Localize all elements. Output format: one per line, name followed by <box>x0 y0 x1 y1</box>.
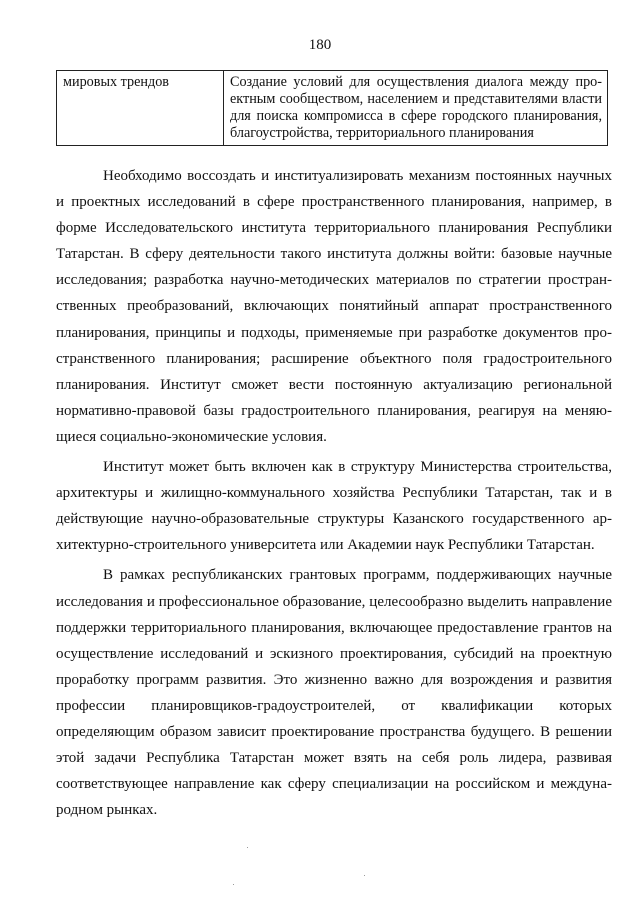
scan-speck <box>233 884 234 885</box>
scan-speck <box>364 875 365 876</box>
body-text <box>56 163 612 827</box>
paragraph-institute: Необходимо воссоздать и институализировать механизм постоянных научных и проектных исследований в сфере пространственного планирования, например, в форме Исследовательского института территориального планирования Республики Татарстан. В сферу деятельности такого института должны войти: базовые научные исследования; разработка научно-методических материалов по стратегии пространственных преобразований, включающих понятийный аппарат пространственного планирования, принципы и подходы, применяемые при разработке документов пространственного планирования; расширение объектного поля градостроительного планирования. Институт сможет вести постоянную актуализацию региональной нормативно-правовой базы градостроительного планирования, реагируя на меняющиеся социально-экономические условия. <box>56 168 612 445</box>
table-cell-description: Создание условий для осуществления диалога между проектным сообществом, населением и представителями власти для поиска компромисса в сфере городского планирования, благоустройства, территориального планирования <box>224 71 608 146</box>
scan-speck <box>247 847 248 848</box>
paragraph-grants: В рамках республиканских грантовых программ, поддерживающих научные исследования и профессиональное образование, целесообразно выделить направление поддержки территориального планирования, включающее предоставление грантов на осуществление исследований и эскизного проектирования, субсидий на проектную проработку программ развития. Это жизненно важно для возрождения и развития профессии планировщиков-градоустроителей, от квалификации которых определяющим образом зависит проектирование пространства будущего. В решении этой задачи Республика Татарстан может взять на себя роль лидера, развивая соответствующее направление как сферу специализации на российском и международном рынках. <box>56 567 612 819</box>
continuation-table <box>56 70 608 146</box>
page-number: 180 <box>308 37 332 53</box>
table-cell-topic: мировых трендов <box>57 71 224 146</box>
table-row <box>57 71 608 146</box>
paragraph-structure: Институт может быть включен как в структуру Министерства строительства, архитектуры и жилищно-коммунального хозяйства Республики Татарстан, так и в действующие научно-образовательные структуры Казанского государственного архитектурно-строительного университета или Академии наук Республики Татарстан. <box>56 459 612 554</box>
